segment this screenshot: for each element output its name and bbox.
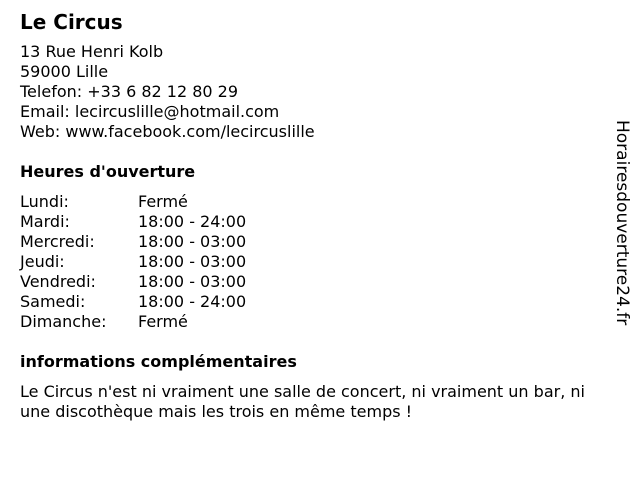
- business-name: Le Circus: [20, 10, 123, 34]
- hours-table: [20, 192, 600, 332]
- hours-title: Heures d'ouverture: [20, 162, 196, 181]
- hours-row: [20, 312, 600, 332]
- hours-day: Mercredi:: [20, 232, 95, 251]
- hours-row: [20, 252, 600, 272]
- hours-row: [20, 272, 600, 292]
- hours-time: 18:00 - 03:00: [138, 272, 247, 291]
- hours-time: Fermé: [138, 312, 188, 331]
- hours-day: Jeudi:: [20, 252, 65, 271]
- business-info: [20, 8, 600, 422]
- website: Web: www.facebook.com/lecircuslille: [20, 122, 315, 141]
- info-title: informations complémentaires: [20, 352, 297, 371]
- hours-time: 18:00 - 03:00: [138, 232, 247, 251]
- hours-row: [20, 292, 600, 312]
- hours-day: Vendredi:: [20, 272, 96, 291]
- hours-day: Dimanche:: [20, 312, 107, 331]
- hours-row: [20, 192, 600, 212]
- hours-row: [20, 232, 600, 252]
- site-label: Horairesdouverture24.fr: [612, 120, 632, 326]
- hours-time: 18:00 - 24:00: [138, 212, 247, 231]
- phone: Telefon: +33 6 82 12 80 29: [20, 82, 239, 101]
- hours-time: 18:00 - 03:00: [138, 252, 247, 271]
- info-description: Le Circus n'est ni vraiment une salle de concert, ni vraiment un bar, ni une discothèque mais les trois en même temps !: [20, 382, 585, 421]
- hours-time: 18:00 - 24:00: [138, 292, 247, 311]
- address-line-1: 13 Rue Henri Kolb: [20, 42, 164, 61]
- hours-row: [20, 212, 600, 232]
- hours-day: Mardi:: [20, 212, 70, 231]
- email: Email: lecircuslille@hotmail.com: [20, 102, 280, 121]
- hours-time: Fermé: [138, 192, 188, 211]
- address-line-2: 59000 Lille: [20, 62, 109, 81]
- hours-day: Lundi:: [20, 192, 69, 211]
- sidebar-watermark: [600, 120, 640, 380]
- hours-day: Samedi:: [20, 292, 86, 311]
